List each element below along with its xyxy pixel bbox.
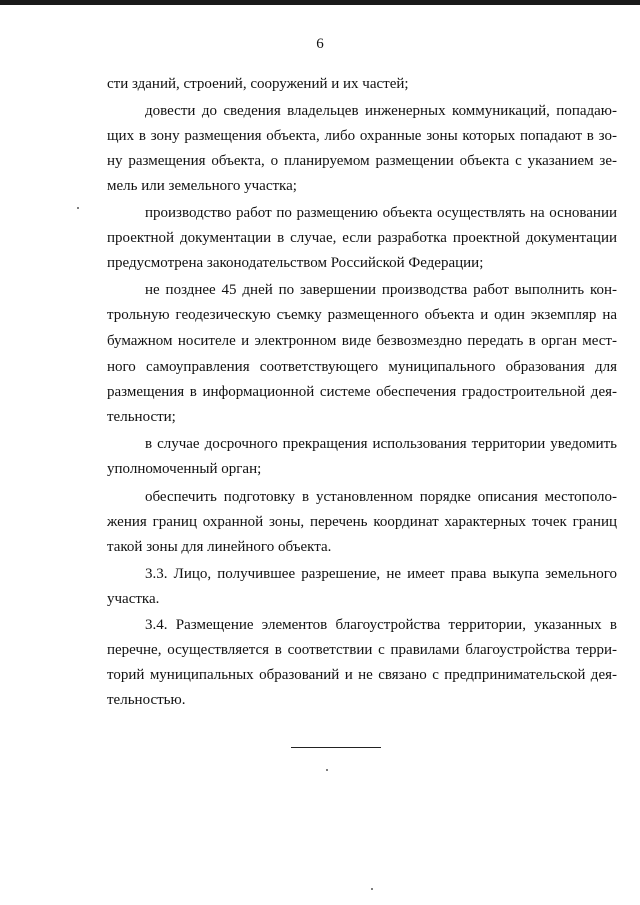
text-line: торий муниципальных образований и не связано с предпринимательской дея- [107,667,617,683]
text-line: перечне, осуществляется в соответствии с правилами благоустройства терри- [107,642,617,658]
text-line: 3.3. Лицо, получившее разрешение, не имеет права выкупа земельного [145,566,617,582]
text-line: трольную геодезическую съемку размещенного объекта и один экземпляр на [107,307,617,323]
text-line: уполномоченный орган; [107,461,262,477]
scan-speck [326,769,328,771]
text-line: довести до сведения владельцев инженерных коммуникаций, попадаю- [145,103,617,119]
text-line: тельностью. [107,692,186,708]
page-number: 6 [316,36,324,52]
text-line: в случае досрочного прекращения использования территории уведомить [145,436,617,452]
text-line: такой зоны для линейного объекта. [107,539,332,555]
text-line: жения границ охранной зоны, перечень координат характерных точек границ [107,514,617,530]
text-line: сти зданий, строений, сооружений и их частей; [107,76,409,92]
text-line: бумажном носителе и электронном виде безвозмездно передать в орган мест- [107,333,617,349]
text-line: щих в зону размещения объекта, либо охранные зоны которых попадают в зо- [107,128,617,144]
text-line: обеспечить подготовку в установленном порядке описания местополо- [145,489,617,505]
text-line: тельности; [107,409,176,425]
scan-speck [371,888,373,890]
text-line: мель или земельного участка; [107,178,297,194]
scan-speck [77,207,79,209]
text-line: участка. [107,591,160,607]
closing-divider [291,747,381,748]
text-line: проектной документации в случае, если разработка проектной документации [107,230,617,246]
text-line: ного самоуправления соответствующего муниципального образования для [107,359,617,375]
page-top-border [0,0,640,5]
text-line: предусмотрена законодательством Российской Федерации; [107,255,484,271]
text-line: ну размещения объекта, о планируемом размещении объекта с указанием зе- [107,153,617,169]
text-line: 3.4. Размещение элементов благоустройства территории, указанных в [145,617,617,633]
text-line: не позднее 45 дней по завершении производства работ выполнить кон- [145,282,617,298]
text-line: размещения в информационной системе обеспечения градостроительной дея- [107,384,617,400]
text-line: производство работ по размещению объекта осуществлять на основании [145,205,617,221]
